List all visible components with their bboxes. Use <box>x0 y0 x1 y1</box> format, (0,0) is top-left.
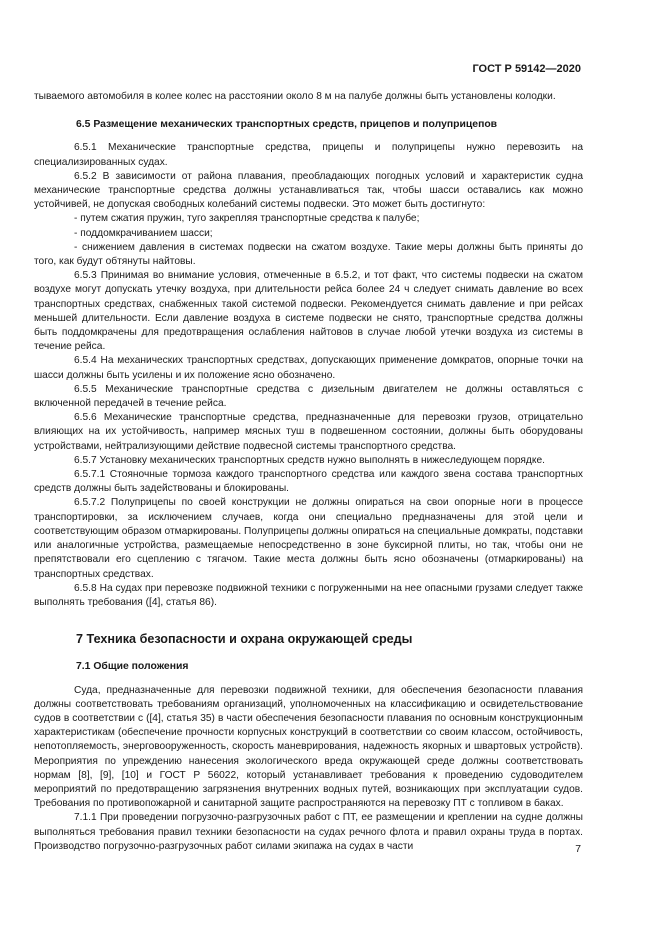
page-number: 7 <box>575 844 581 855</box>
paragraph-7-1: Суда, предназначенные для перевозки подвижной техники, для обеспечения безопасности плавания должны соответствовать требованиям организаций, уполномоченных на классификацию и освидетельствование судов в соответствии с ([4], статья 35) в части обеспечения безопасности плавания по основным конструкционным характеристикам (обеспечение прочности корпусных конструкций в соответствии со своим классом, остойчивость, непотопляемость, энерговооруженность, скорость маневрирования, надежность якорных и швартовых устройств). Мероприятия по упреждению нанесения экологического вреда окружающей среде должны соответствовать нормам [8], [9], [10] и ГОСТ Р 56022, который устанавливает требования к проведению судоводителем мероприятий по предотвращению загрязнения внутренних водных путей, возникающих при эксплуатации судов. Требования по противопожарной и санитарной защите распространяются на перевозку ПТ с топливом в баках. <box>34 684 583 810</box>
paragraph: тываемого автомобиля в колее колес на расстоянии около 8 м на палубе должны быть установлены колодки. <box>34 91 556 102</box>
list-item: - снижением давления в системах подвески на сжатом воздухе. Такие меры должны быть приняты до того, как будут обтянуты найтовы. <box>34 241 583 268</box>
paragraph-6-5-8: 6.5.8 На судах при перевозке подвижной техники с погруженными на нее опасными грузами следует также выполнять требования ([4], статья 86). <box>34 582 583 608</box>
paragraph-6-5-5: 6.5.5 Механические транспортные средства с дизельным двигателем не должны оставляться с включенной передачей в течение рейса. <box>34 383 583 410</box>
subsection-heading-6-5: 6.5 Размещение механических транспортных средств, прицепов и полуприцепов <box>76 119 498 131</box>
paragraph-6-5-7-1: 6.5.7.1 Стояночные тормоза каждого транспортного средства или каждого звена состава транспортных средств должны быть задействованы и блокированы. <box>34 469 583 495</box>
subsection-heading-7-1: 7.1 Общие положения <box>76 661 189 673</box>
list-item: - путем сжатия пружин, туго закрепляя транспортные средства к палубе; <box>74 213 420 225</box>
paragraph-6-5-7: 6.5.7 Установку механических транспортных средств нужно выполнять в нижеследующем порядке. <box>74 454 545 466</box>
section-heading-7: 7 Техника безопасности и охрана окружающей среды <box>76 632 413 647</box>
list-item: - поддомкрачиванием шасси; <box>74 227 213 239</box>
paragraph-7-1-1: 7.1.1 При проведении погрузочно-разгрузочных работ с ПТ, ее размещении и креплении на судне должны выполняться требования правил техники безопасности на судах речного флота и правил охраны труда в портах. Производство погрузочно-разгрузочных работ силами экипажа на судах в части <box>34 812 583 852</box>
paragraph-6-5-3: 6.5.3 Принимая во внимание условия, отмеченные в 6.5.2, и тот факт, что системы подвески на сжатом воздухе могут допускать утечку воздуха, при длительности рейса более 24 ч следует снимать давление во всех транспортных средствах, снабженных такой системой подвески. Рекомендуется снимать давление и при рейсах меньшей длительности. Если давление воздуха в системе подвески не снято, транспортные средства должны быть поддомкрачены для предотвращения ослабления найтовов в случае любой утечки воздуха из системы в течение рейса. <box>34 270 583 353</box>
paragraph-6-5-7-2: 6.5.7.2 Полуприцепы по своей конструкции не должны опираться на свои опорные ноги в процессе транспортировки, за исключением случаев, когда они специально предназначены для этой цели и соответствующим образом отмаркированы. Полуприцепы должны опираться на специальные домкраты, подставки или аналогичные устройства, размещаемые непосредственно в зоне буксирной плиты, но так, чтобы они не препятствовали его сцеплению с тягачом. Такие места должны быть ясно обозначены (отмаркированы) на транспортных средствах. <box>34 497 583 580</box>
paragraph-6-5-6: 6.5.6 Механические транспортные средства, предназначенные для перевозки грузов, отрицательно влияющих на их устойчивость, например мясных туш в подвешенном состоянии, должны быть оборудованы устройствами, нейтрализующими действие подвесной системы транспортного средства. <box>34 412 583 452</box>
document-number: ГОСТ Р 59142—2020 <box>472 63 581 75</box>
paragraph-6-5-1: 6.5.1 Механические транспортные средства, прицепы и полуприцепы нужно перевозить на специализированных судах. <box>34 142 583 168</box>
paragraph-6-5-4: 6.5.4 На механических транспортных средствах, допускающих применение домкратов, опорные точки на шасси должны быть усилены и их положение ясно обозначено. <box>34 355 583 381</box>
paragraph-6-5-2: 6.5.2 В зависимости от района плавания, преобладающих погодных условий и характеристик судна механические транспортные средства должны устанавливаться так, чтобы шасси оставались как можно устойчивей, не допуская свободных колебаний системы подвески. Это может быть достигнуто: <box>34 170 583 211</box>
text-column <box>34 90 583 854</box>
